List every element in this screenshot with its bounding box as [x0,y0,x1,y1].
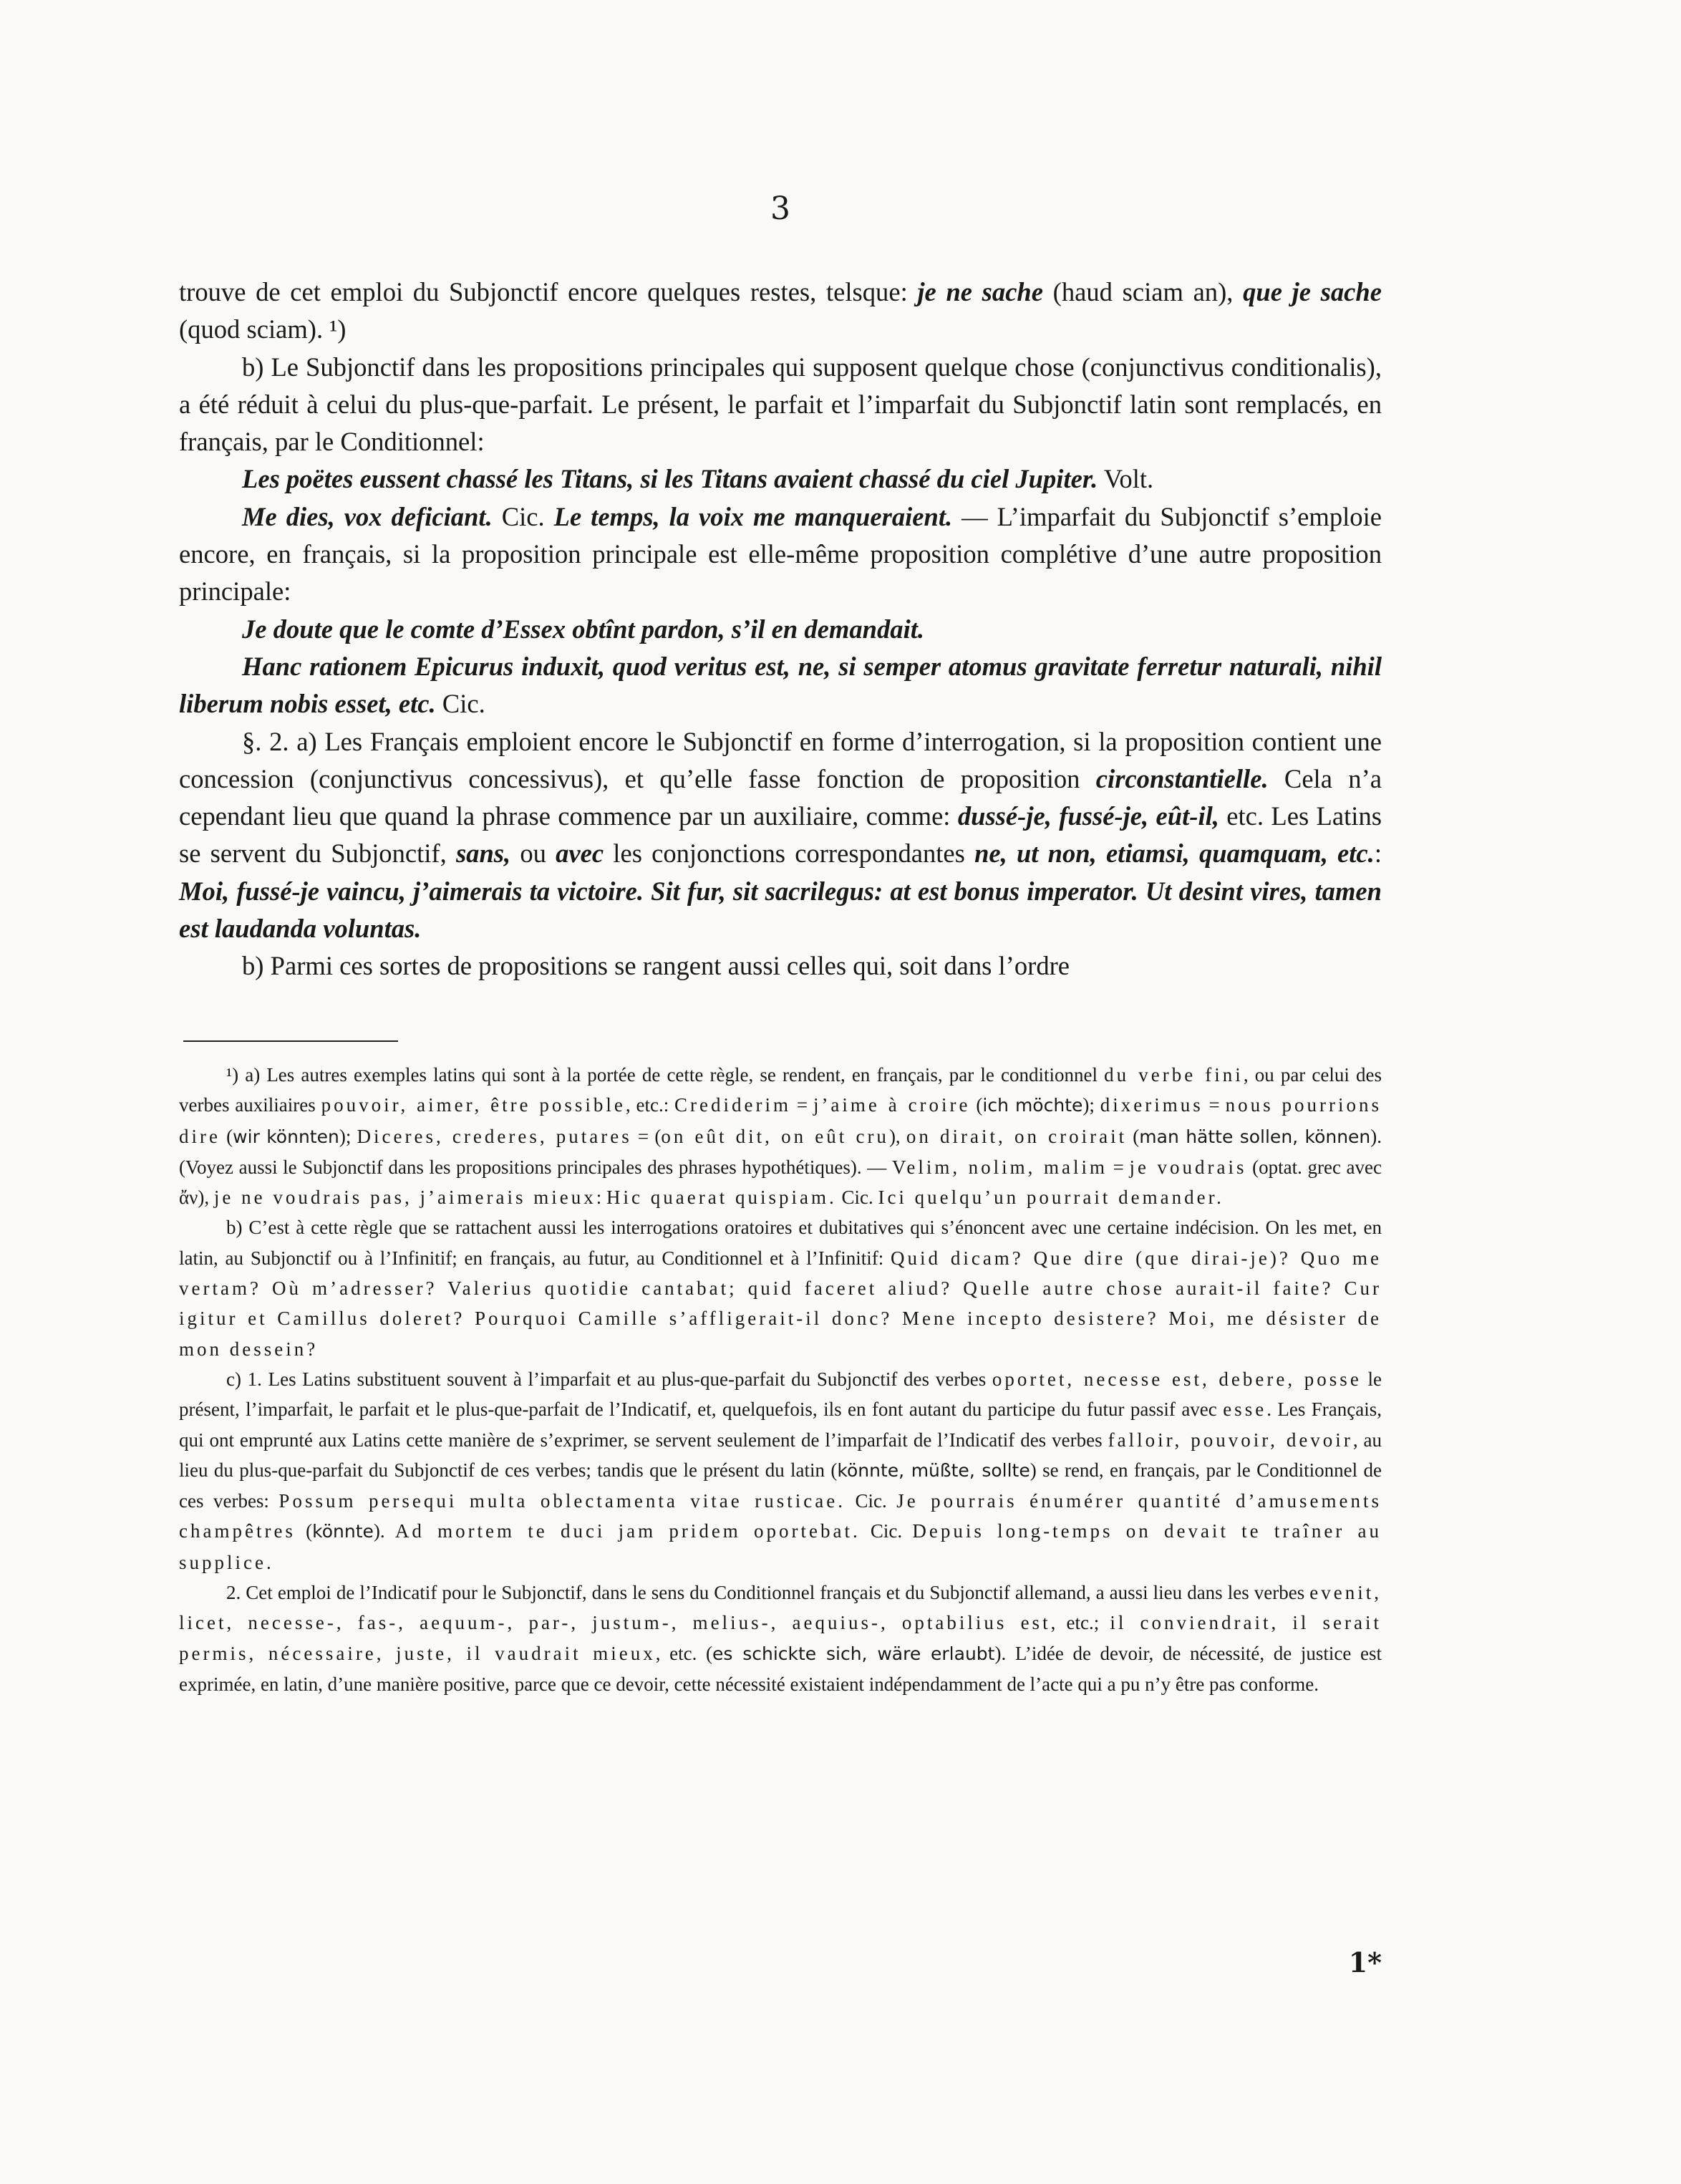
emphasis-text: Crediderim [674,1094,792,1116]
text-run: 2. Cet emploi de l’Indicatif pour le Subjonctif, dans le sens du Conditionnel français et du Subjonctif allemand, a aussi lieu dans les verbes [226,1582,1310,1604]
text-run: , etc.: [625,1094,675,1116]
emphasis-text: könnte, müßte, sollte [837,1459,1030,1481]
text-run: etc. Les Latins se servent du Subjonctif, [179,801,1382,869]
text-run: ); [1082,1094,1100,1116]
paragraph-7 [179,723,1382,948]
emphasis-text: Velim, nolim, malim [891,1156,1108,1178]
text-run: ), [888,1125,906,1147]
emphasis-text: du verbe fini [1104,1064,1244,1086]
paragraph-8 [179,947,1382,985]
document-page [179,190,1382,2055]
emphasis-text: on eût dit, on eût cru [661,1125,889,1147]
text-run: Volt. [1098,464,1154,494]
paragraph-5 [179,611,1382,648]
text-run: = [791,1094,813,1116]
paragraph-2 [179,349,1382,461]
text-run: Cic. [845,1490,897,1512]
example-text: Me dies, vox deficiant. [242,501,493,531]
example-text: dussé-je, fussé-je, eût-il, [957,801,1219,831]
text-run: , ou par celui des verbes auxiliaires [179,1064,1382,1116]
text-run: Cic. [860,1520,913,1542]
emphasis-text: Quid dicam? Que dire (que dirai-je)? Quo me vertam? Où m’adresser? Valerius quotidie cantabat; quid faceret aliud? Quelle autre chose aurait-il faite? Cur igitur et Camillus doleret? Pourquoi Camille s’affligerait-il donc? Mene incepto desistere? Moi, me désister de mon dessein? [179,1247,1382,1360]
text-run: ). L’idée de devoir, de nécessité, de justice est exprimée, en latin, d’une manière positive, parce que ce devoir, cette nécessité existaient indépendamment de l’acte qui a pu n’y être pas conforme. [179,1642,1382,1695]
emphasis-text: Diceres, crederes, putares [357,1125,632,1147]
example-text: que je sache [1243,277,1382,306]
text-run: ( [970,1094,983,1116]
example-text: Le temps, la voix me manqueraient. [553,501,953,531]
text-run [1138,876,1145,906]
example-text: Hanc rationem Epicurus induxit, quod veritus est, ne, si semper atomus gravitate ferretur naturali, nihil liberum nobis esset, etc. [179,651,1382,719]
emphasis-text: je voudrais [1129,1156,1247,1178]
text-run: les conjonctions correspondantes [604,839,975,869]
text-run: ( [295,1520,313,1542]
emphasis-text: esse [1223,1398,1267,1421]
text-run: : [1374,839,1382,869]
text-run: ). (Voyez aussi le Subjonctif dans les propositions principales des phrases hypothétiques). — [179,1125,1382,1178]
emphasis-text: falloir, pouvoir, devoir [1108,1429,1353,1451]
text-run: b) C’est à cette règle que se rattachent aussi les interrogations oratoires et dubitatives qui s’énoncent avec une certaine indécision. On les met, en latin, au Subjonctif ou à l’Infinitif; en français, au futur, au Conditionnel et à l’Infinitif: [179,1217,1382,1269]
emphasis-text: Depuis long-temps on devait te traîner au supplice. [179,1520,1382,1573]
text-run: c) 1. Les Latins substituent souvent à l’imparfait et au plus-que-parfait du Subjonctif des verbes [226,1368,992,1390]
emphasis-text: pouvoir, aimer, être possible [321,1094,626,1116]
text-run: Cic. [492,501,554,531]
footnote-2 [179,1212,1382,1363]
text-run: le présent, l’imparfait, le parfait et le plus-que-parfait de l’Indicatif, et, quelquefois, ils en font autant du participe du futur passif avec [179,1368,1382,1421]
emphasis-text: könnte [312,1521,374,1542]
example-text: ne, ut non, etiamsi, quamquam, etc. [974,839,1375,869]
example-text: Ut desint vires, tamen est laudanda voluntas. [179,876,1382,944]
emphasis-text: il conviendrait, il serait permis, nécessaire, juste, il vaudrait mieux [179,1612,1382,1664]
emphasis-text: Ad mortem te duci jam pridem oportebat. [394,1520,861,1542]
text-run: , etc.; [1050,1612,1110,1634]
text-run: ). [373,1520,395,1542]
emphasis-text: j’aime à croire [813,1094,971,1116]
text-run: ( [220,1125,233,1147]
footnote-1 [179,1060,1382,1212]
text-run: ¹) a) Les autres exemples latins qui sont à la portée de cette règle, se rendent, en français, par le conditionnel [226,1064,1105,1086]
text-run: : [596,1187,607,1209]
example-text: avec [556,839,604,869]
emphasis-text: Je pourrais énumérer quantité d’amusements champêtres [179,1490,1382,1542]
text-run [644,876,651,906]
emphasis-text: dixerimus [1100,1094,1203,1116]
footnote-rule [183,1040,398,1042]
text-run: , au lieu du plus-que-parfait du Subjonctif de ces verbes; tandis que le présent du latin ( [179,1429,1382,1481]
emphasis-text: wir könnten [233,1126,339,1147]
paragraph-1 [179,274,1382,349]
text-run: = [1108,1156,1130,1178]
example-text: Les poëtes eussent chassé les Titans, si les Titans avaient chassé du ciel Jupiter. [242,464,1098,494]
example-text: sans, [455,839,511,869]
emphasis-text: man hätte sollen, können [1139,1126,1371,1147]
text-run: (haud sciam an), [1043,277,1244,306]
text-run: (quod sciam). ¹) [179,314,347,344]
emphasis-text: oportet, necesse est, debere, posse [992,1368,1362,1390]
signature-mark: 1* [1348,1946,1382,1978]
text-run: . Les Français, qui ont emprunté aux Latins cette manière de s’exprimer, se servent seulement de l’imparfait de l’Indicatif des verbes [179,1398,1382,1451]
emphasis-text: ich möchte [982,1095,1083,1116]
text-run: (optat. grec avec ἄν), [179,1156,1382,1209]
emphasis-text: je ne voudrais pas, j’aimerais mieux [213,1187,596,1209]
text-run: ( [1127,1125,1140,1147]
text-run: = [1203,1094,1226,1116]
paragraph-6 [179,648,1382,723]
text-run: ) se rend, en français, par le Conditionnel de ces verbes: [179,1459,1382,1512]
example-text: je ne sache [917,277,1044,306]
text-run: ); [339,1125,357,1147]
text-run: trouve de cet emploi du Subjonctif encore quelques restes, telsque: [179,277,918,306]
footnote-4 [179,1577,1382,1699]
text-run: = ( [631,1125,662,1147]
example-text: Je doute que le comte d’Essex obtînt pardon, s’il en demandait. [242,614,925,644]
page-number: 3 [770,190,790,227]
text-run: b) Parmi ces sortes de propositions se rangent aussi celles qui, soit dans l’ordre [242,951,1070,981]
emphasis-text: on dirait, on croirait [906,1125,1128,1147]
footnotes [179,1060,1382,1699]
emphasis-text: evenit, licet, necesse-, fas-, aequum-, par-, justum-, melius-, aequius-, optabilius est [179,1582,1382,1634]
text-run: — L’imparfait du Subjonctif s’emploie encore, en français, si la proposition principale est elle-même proposition complétive d’une autre proposition principale: [179,501,1382,607]
text-run: Cic. [836,1187,878,1209]
emphasis-text: nous pourrions dire [179,1094,1382,1147]
text-run: Cic. [435,689,485,719]
paragraph-3 [179,460,1382,498]
text-run: §. 2. a) Les Français emploient encore le Subjonctif en forme d’interrogation, si la proposition contient une concession (conjunctivus concessivus), et qu’elle fasse fonction de proposition [179,726,1382,793]
emphasis-text: es schickte sich, wäre erlaubt [712,1643,995,1664]
emphasis-text: Hic quaerat quispiam. [606,1187,837,1209]
footnote-3 [179,1364,1382,1577]
emphasis-text: Possum persequi multa oblectamenta vitae rusticae. [278,1490,846,1512]
text-run: , etc. ( [655,1642,712,1664]
example-text: Sit fur, sit sacrilegus: at est bonus imperator. [651,876,1138,906]
main-text [179,274,1382,985]
example-text: circonstantielle. [1095,763,1269,793]
example-text: Moi, fussé-je vaincu, j’aimerais ta victoire. [179,876,644,906]
paragraph-4 [179,498,1382,611]
text-run: Cela n’a cependant lieu que quand la phrase commence par un auxiliaire, comme: [179,763,1382,831]
emphasis-text: Ici quelqu’un pourrait demander. [878,1187,1224,1209]
text-run: ou [510,839,556,869]
text-run: b) Le Subjonctif dans les propositions principales qui supposent quelque chose (conjunctivus conditionalis), a été réduit à celui du plus-que-parfait. Le présent, le parfait et l’imparfait du Subjonctif latin sont remplacés, en français, par le Conditionnel: [179,352,1382,457]
